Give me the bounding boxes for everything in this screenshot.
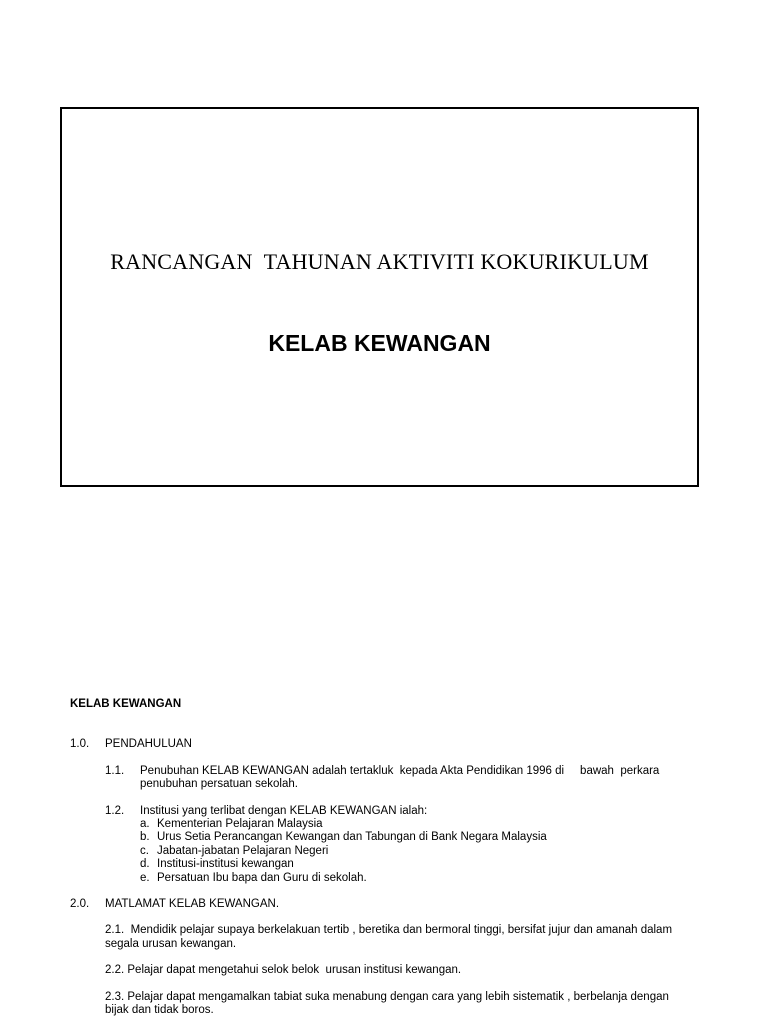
paragraph-2-3: 2.3. Pelajar dapat mengamalkan tabiat suka menabung dengan cara yang lebih sistematik , berbelanja dengan bijak dan tidak boros. bbox=[105, 990, 673, 1017]
list-letter: e. bbox=[140, 871, 150, 884]
cover-title: RANCANGAN TAHUNAN AKTIVITI KOKURIKULUM bbox=[110, 249, 649, 274]
list-letter: d. bbox=[140, 858, 150, 871]
subsection-number: 1.2. bbox=[105, 804, 125, 817]
section-title: MATLAMAT KELAB KEWANGAN. bbox=[105, 898, 280, 911]
list-item bbox=[140, 858, 685, 871]
paragraph-2-1: 2.1. Mendidik pelajar supaya berkelakuan tertib , beretika dan bermoral tinggi, bersifat jujur dan amanah dalam segala urusan kewangan. bbox=[105, 924, 676, 950]
subsection-text: Institusi yang terlibat dengan KELAB KEWANGAN ialah: bbox=[140, 804, 428, 817]
section-1-heading bbox=[70, 738, 685, 751]
list-text: Jabatan-jabatan Pelajaran Negeri bbox=[157, 844, 329, 857]
list-text: Kementerian Pelajaran Malaysia bbox=[157, 818, 323, 831]
subsection-1-1 bbox=[105, 765, 685, 792]
subsection-number: 1.1. bbox=[105, 764, 125, 777]
document-heading: KELAB KEWANGAN bbox=[70, 698, 182, 710]
list-letter: b. bbox=[140, 831, 150, 844]
section-title: PENDAHULUAN bbox=[105, 738, 192, 751]
list-letter: a. bbox=[140, 818, 150, 831]
list-item bbox=[140, 831, 685, 844]
institution-list bbox=[140, 818, 685, 885]
section-number: 2.0. bbox=[70, 898, 90, 911]
section-2-heading bbox=[70, 898, 685, 911]
cover-box bbox=[60, 107, 699, 487]
list-text: Urus Setia Perancangan Kewangan dan Tabungan di Bank Negara Malaysia bbox=[157, 831, 547, 844]
subsection-1-2 bbox=[105, 805, 685, 885]
list-item bbox=[140, 818, 685, 831]
cover-subtitle: KELAB KEWANGAN bbox=[268, 330, 491, 356]
list-item bbox=[140, 845, 685, 858]
subsection-text: Penubuhan KELAB KEWANGAN adalah tertakluk kepada Akta Pendidikan 1996 di bawah perkara penubuhan persatuan sekolah. bbox=[140, 764, 663, 791]
list-text: Persatuan Ibu bapa dan Guru di sekolah. bbox=[157, 871, 367, 884]
list-letter: c. bbox=[140, 844, 149, 857]
section-number: 1.0. bbox=[70, 738, 90, 751]
paragraph-2-2: 2.2. Pelajar dapat mengetahui selok belok urusan institusi kewangan. bbox=[105, 964, 462, 977]
document-body bbox=[70, 698, 685, 1031]
list-item bbox=[140, 872, 685, 885]
list-text: Institusi-institusi kewangan bbox=[157, 858, 294, 871]
